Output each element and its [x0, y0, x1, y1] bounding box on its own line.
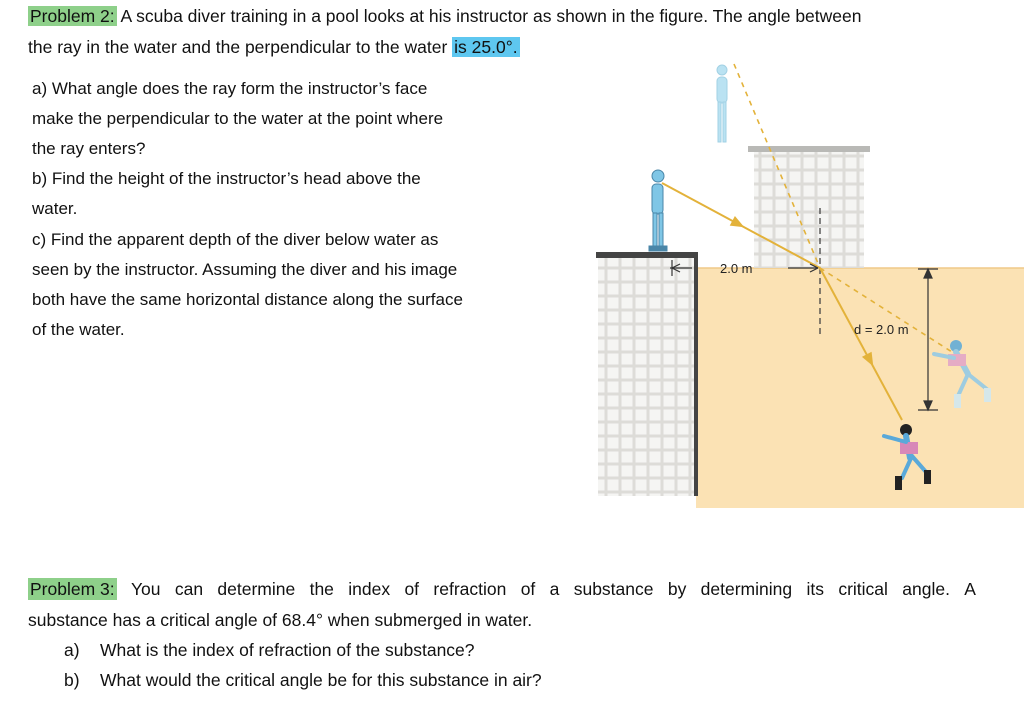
problem3-word: of [404, 579, 420, 599]
problem3-word: determining [700, 579, 793, 599]
problem3-word: by [667, 579, 687, 599]
question-a-line: the ray enters? [32, 139, 146, 158]
problem3-word: angle. [902, 579, 950, 599]
question-c-line: seen by the instructor. Assuming the diver and his image [32, 260, 458, 279]
problem2-line1-text: A scuba diver training in a pool looks at his instructor as shown in the figure. The angle between [120, 6, 862, 26]
ray-arrow [731, 218, 744, 230]
question-c-line: c) Find the apparent depth of the diver below water as [32, 230, 439, 249]
pool-wall [598, 258, 696, 496]
problem3-statement-line2: substance has a critical angle of 68.4° when submerged in water. [28, 610, 533, 630]
problem3-word: determine [217, 579, 296, 599]
problem3-word: substance [573, 579, 654, 599]
problem3-word: index [348, 579, 391, 599]
instructor-image-figure [717, 65, 727, 142]
problem3-word: critical [838, 579, 888, 599]
pool-diagram [592, 58, 1024, 508]
problem2-statement-line2 [28, 36, 520, 58]
question-b-text: What would the critical angle be for this substance in air? [100, 670, 542, 690]
problem3-word: a [549, 579, 560, 599]
question-c-line: of the water. [32, 320, 125, 339]
problem3-word: the [309, 579, 334, 599]
problem2-line2-text: the ray in the water and the perpendicular to the water [28, 37, 448, 57]
problem3-word: You [130, 579, 161, 599]
question-b-line: b) Find the height of the instructor’s head above the [32, 169, 421, 188]
problem2-statement-line1 [28, 5, 861, 27]
problem3-label: Problem 3: [30, 579, 115, 599]
question-c-line: both have the same horizontal distance along the surface [32, 290, 463, 309]
problem3-word: can [174, 579, 204, 599]
depth-label: d = 2.0 m [854, 322, 909, 337]
problem3-statement-line1 [28, 578, 976, 600]
question-a-label: a) [64, 640, 80, 660]
problem3-word: its [806, 579, 824, 599]
problem2-angle-highlight: is 25.0°. [454, 37, 518, 57]
problem3-word: refraction [433, 579, 507, 599]
tower-top-ledge [748, 146, 870, 152]
question-b-line: water. [32, 199, 78, 218]
problem3-word: A [964, 579, 976, 599]
tiled-tower [754, 150, 864, 268]
problem2-label: Problem 2: [30, 6, 115, 26]
pool-figure [592, 58, 1024, 508]
question-b-label: b) [64, 670, 80, 690]
question-a-line: make the perpendicular to the water at the point where [32, 109, 444, 128]
problem3-question-a [64, 639, 475, 661]
instructor-figure [649, 170, 667, 251]
pool-water [696, 268, 1024, 508]
problem3-word: of [520, 579, 536, 599]
horizontal-distance-label: 2.0 m [720, 261, 753, 276]
question-a-text: What is the index of refraction of the substance? [100, 640, 475, 660]
question-a-line: a) What angle does the ray form the instructor’s face [32, 79, 428, 98]
problem3-question-b [64, 669, 542, 691]
pool-wall-inner-edge [694, 258, 698, 496]
pool-deck-edge [596, 252, 698, 258]
